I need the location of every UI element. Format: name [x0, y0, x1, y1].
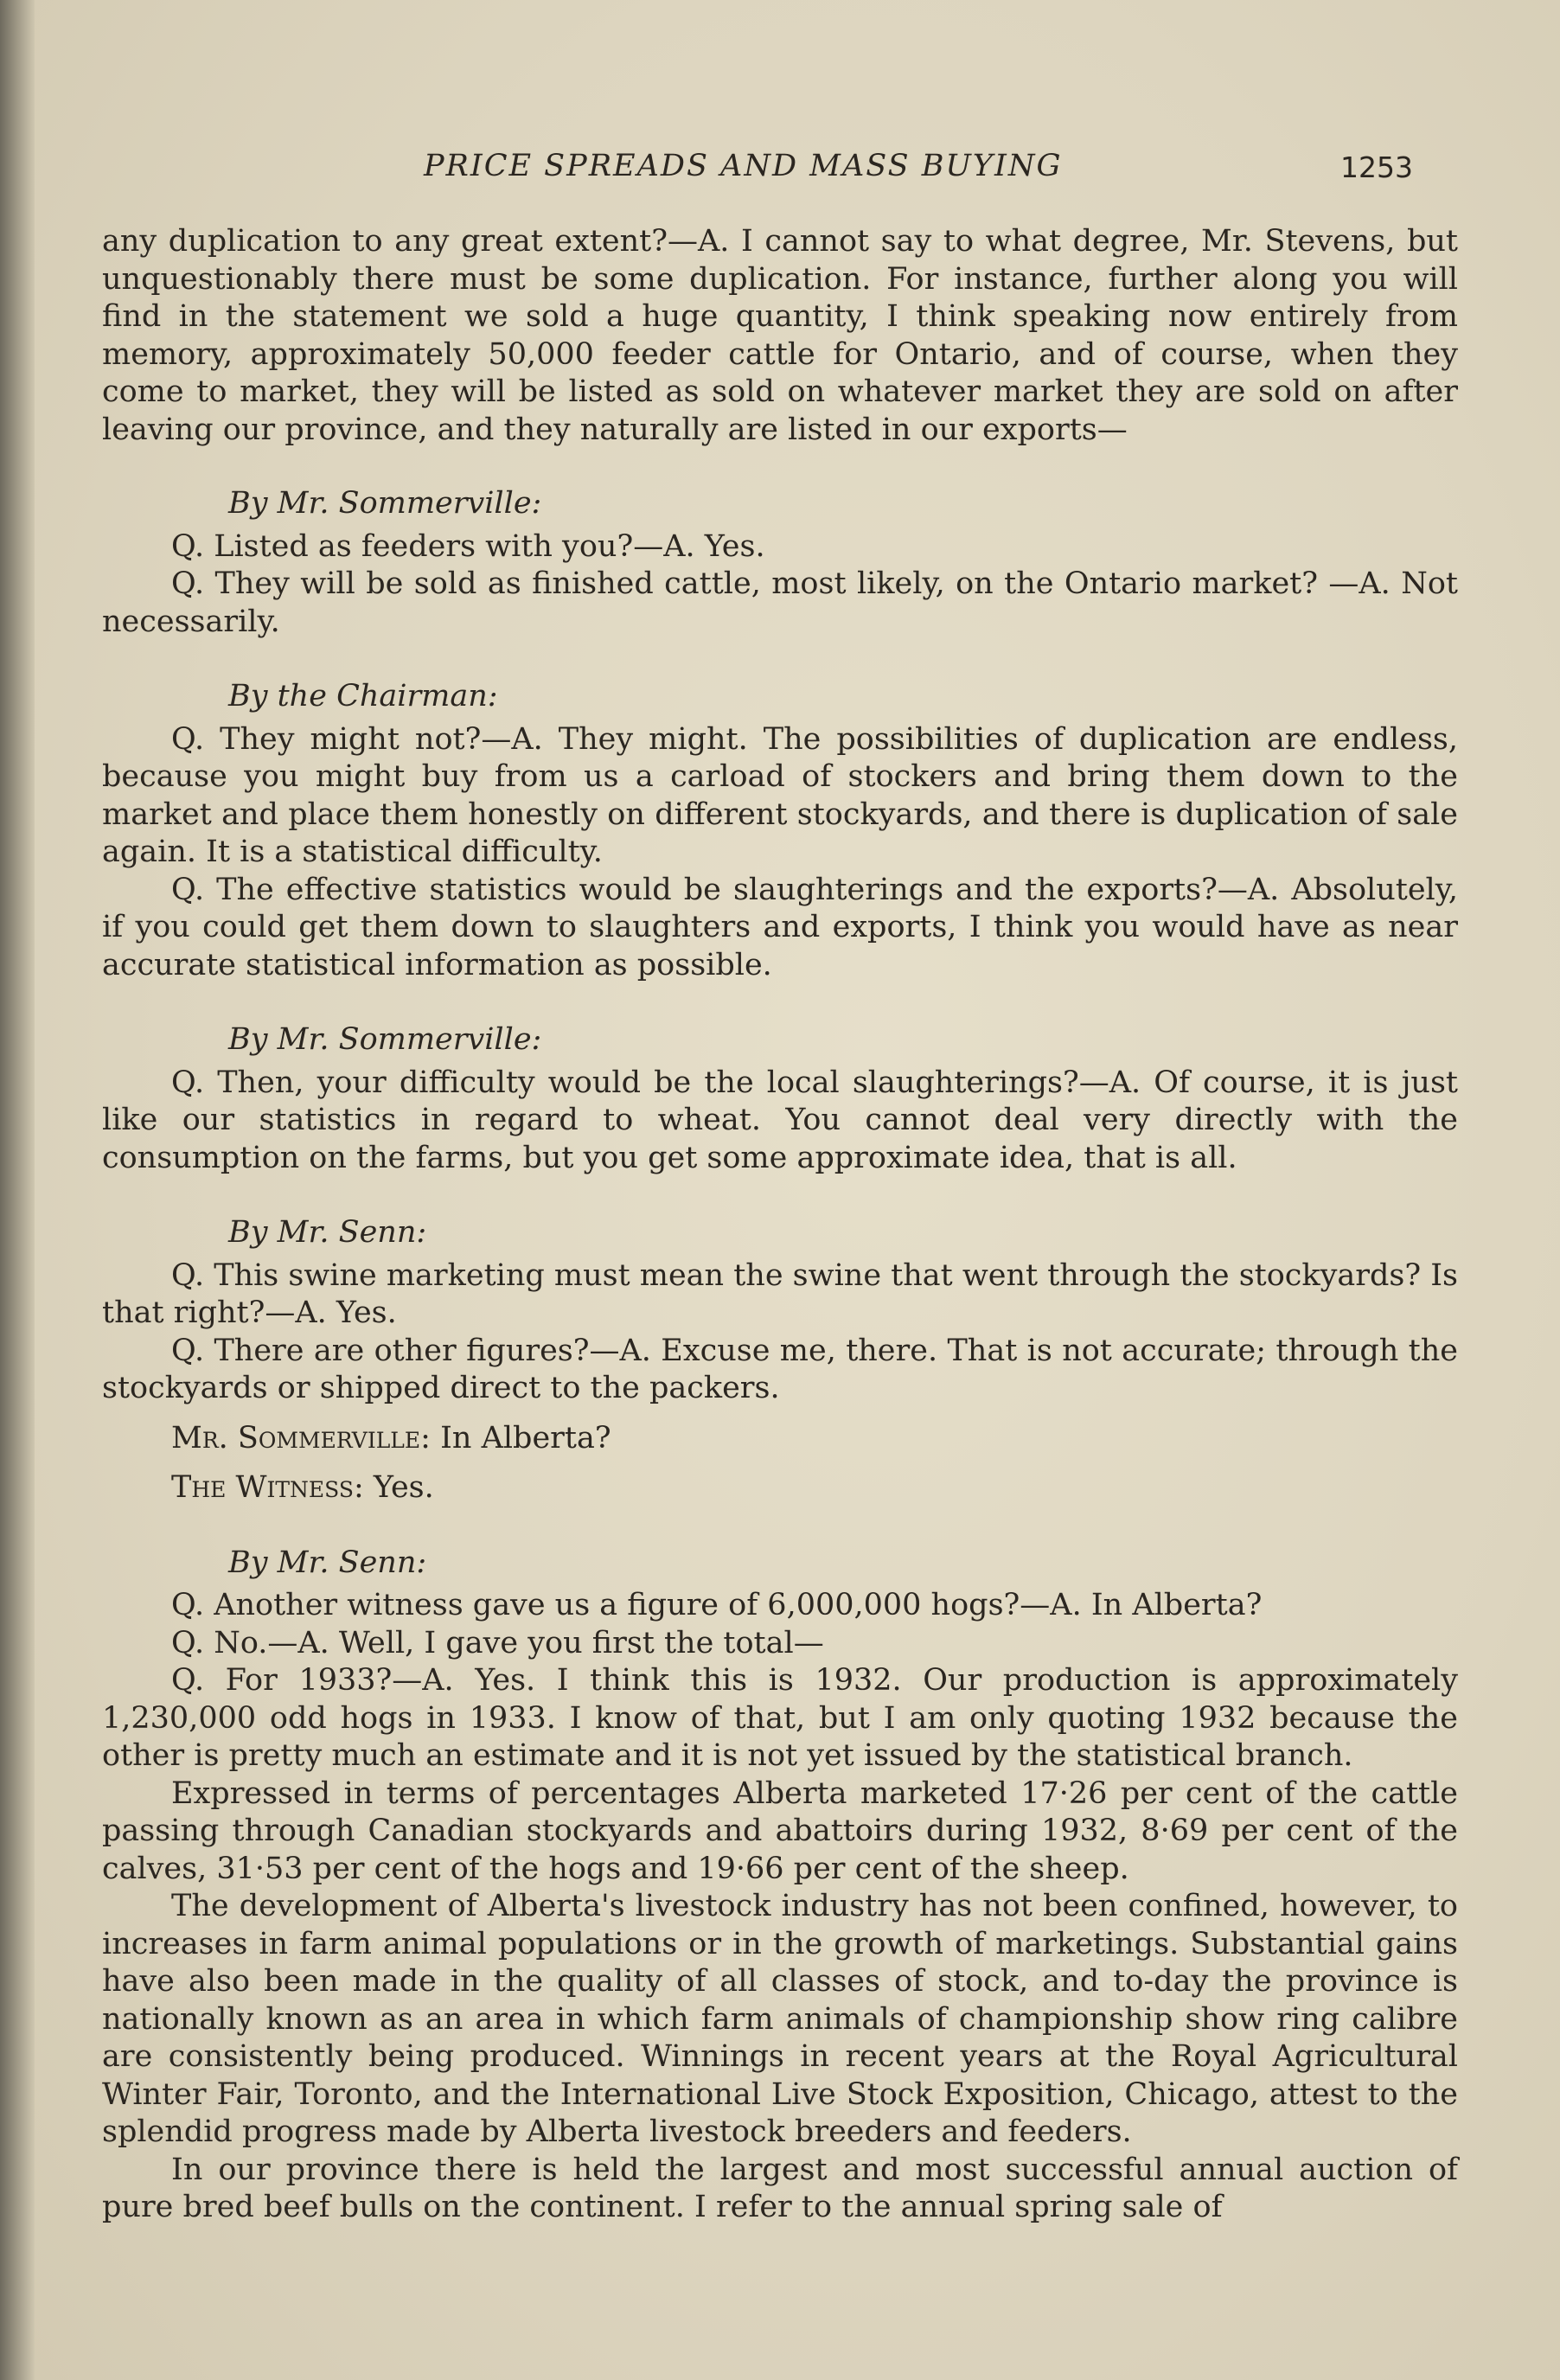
- question-effective-statistics: Q. The effective statistics would be slaughterings and the exports?—A. Absolutely, if you could get them down to slaughters and exports, I think you would have as near accurate statistical information as possible.: [102, 872, 1458, 982]
- question-they-might-not: Q. They might not?—A. They might. The possibilities of duplication are endless, because you might buy from us a carload of stockers and bring them down to the market and place them honestly on different stockyards, and there is duplication of sale again. It is a statistical difficulty.: [102, 721, 1458, 869]
- question-another-witness: Q. Another witness gave us a figure of 6,000,000 hogs?—A. In Alberta?: [171, 1588, 1263, 1622]
- page-number: 1253: [1340, 150, 1413, 184]
- speaker-label-witness: The Witness: [171, 1470, 354, 1505]
- question-listed-as-feeders: Q. Listed as feeders with you?—A. Yes.: [171, 528, 765, 564]
- interjection-sommerville: [102, 1420, 1458, 1458]
- speaker-heading-sommerville: By Mr. Sommerville:: [228, 486, 542, 521]
- paragraph-percentages: Expressed in terms of percentages Alberta marketed 17·26 per cent of the cattle passing through Canadian stockyards and abattoirs during 1932, 8·69 per cent of the calves, 31·53 per cent of the hogs and 19·66 per cent of the sheep.: [102, 1775, 1458, 1886]
- page-header: [35, 149, 1560, 192]
- interjection-witness: [102, 1469, 1458, 1507]
- book-binding-shadow: [0, 0, 35, 2380]
- question-swine-marketing: Q. This swine marketing must mean the swine that went through the stockyards? Is that right?—A. Yes.: [102, 1257, 1459, 1330]
- running-title: PRICE SPREADS AND MASS BUYING: [424, 149, 1063, 183]
- question-local-slaughterings: Q. Then, your difficulty would be the local slaughterings?—A. Of course, it is just like our statistics in regard to wheat. You cannot deal very directly with the consumption on the farms, but you get some approximate idea, that is all.: [102, 1065, 1458, 1175]
- page-body: [102, 223, 1458, 2227]
- speaker-heading-chairman: By the Chairman:: [228, 679, 498, 713]
- speaker-heading-sommerville-2: By Mr. Sommerville:: [228, 1022, 542, 1057]
- paragraph-auction: In our province there is held the largest and most successful annual auction of pure bred beef bulls on the continent. I refer to the annual spring sale of: [102, 2152, 1458, 2224]
- paragraph-development: The development of Alberta's livestock industry has not been confined, however, to increases in farm animal populations or in the growth of marketings. Substantial gains have also been made in the quality of all classes of stock, and to-day the province is nationally known as an area in which farm animals of championship show ring calibre are consistently being produced. Winnings in recent years at the Royal Agricultural Winter Fair, Toronto, and the International Live Stock Exposition, Chicago, attest to the splendid progress made by Alberta livestock breeders and feeders.: [102, 1889, 1458, 2149]
- interjection-witness-text: : Yes.: [353, 1470, 434, 1505]
- paragraph-intro: any duplication to any great extent?—A. I cannot say to what degree, Mr. Stevens, but unquestionably there must be some duplication. For instance, further along you will find in the statement we sold a huge quantity, I think speaking now entirely from memory, approximately 50,000 feeder cattle for Ontario, and of course, when they come to market, they will be listed as sold on whatever market they are sold on after leaving our province, and they naturally are listed in our exports—: [102, 224, 1458, 447]
- question-no-total: Q. No.—A. Well, I gave you first the total—: [171, 1625, 824, 1660]
- speaker-heading-senn: By Mr. Senn:: [228, 1215, 427, 1250]
- question-finished-cattle: Q. They will be sold as finished cattle, most likely, on the Ontario market? —A. Not necessarily.: [102, 566, 1458, 639]
- interjection-sommerville-text: : In Alberta?: [420, 1420, 611, 1456]
- question-other-figures: Q. There are other figures?—A. Excuse me, there. That is not accurate; through the stockyards or shipped direct to the packers.: [102, 1333, 1458, 1405]
- speaker-label-sommerville: Mr. Sommerville: [171, 1420, 421, 1456]
- question-for-1933: Q. For 1933?—A. Yes. I think this is 1932. Our production is approximately 1,230,000 odd hogs in 1933. I know of that, but I am only quoting 1932 because the other is pretty much an estimate and it is not yet issued by the statistical branch.: [102, 1663, 1458, 1773]
- book-page: [35, 0, 1560, 2380]
- speaker-heading-senn-2: By Mr. Senn:: [228, 1545, 427, 1580]
